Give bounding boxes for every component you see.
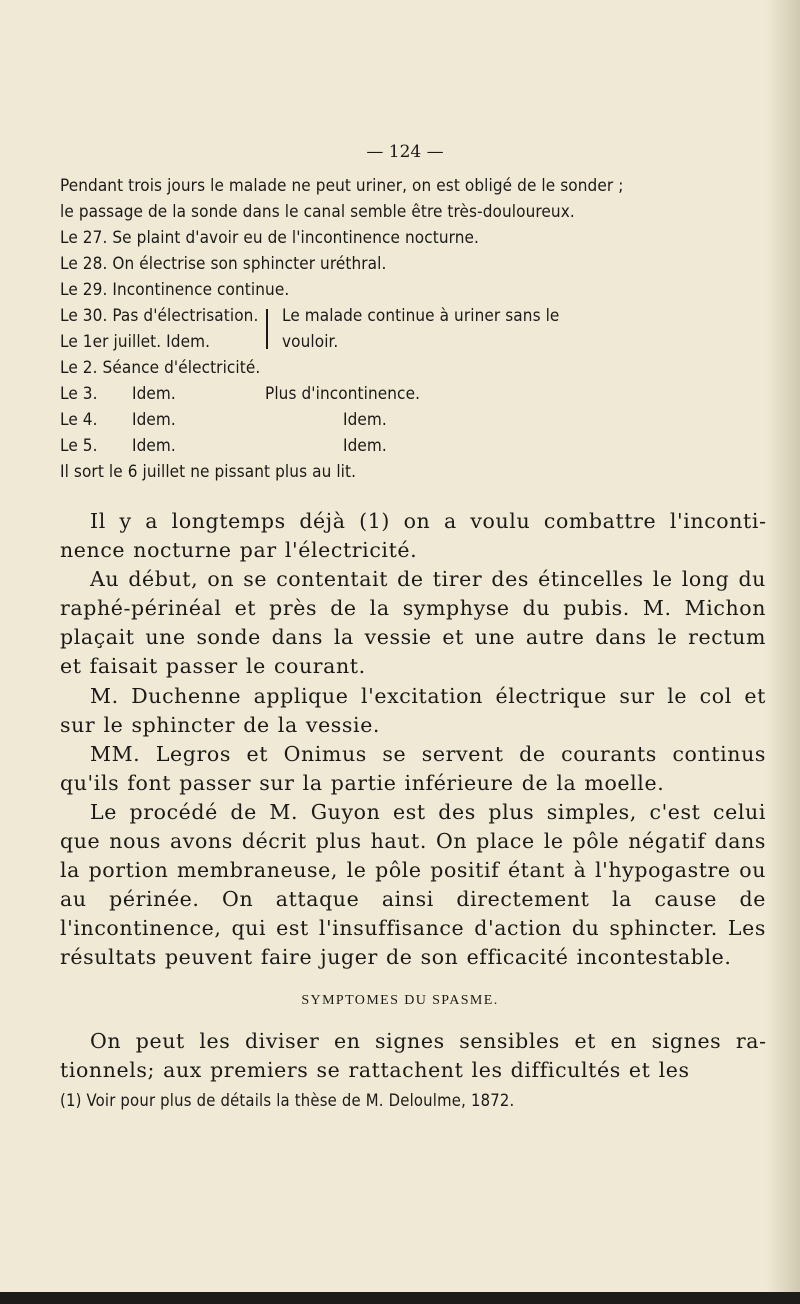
brace-left-line: Le 30. Pas d'électrisation. bbox=[60, 306, 259, 326]
closing-line: Il sort le 6 juillet ne pissant plus au lit. bbox=[60, 462, 357, 482]
scan-bottom-edge bbox=[0, 1292, 800, 1304]
section-text bbox=[60, 1027, 766, 1085]
row-col3: Plus d'incontinence. bbox=[265, 384, 421, 404]
paragraph: Au début, on se contentait de tirer des étincelles le long du raphé-périnéal et près de la symphyse du pubis. M. Michon plaçait une sonde dans la vessie et une autre dans le rectum et faisait passer le courant. bbox=[60, 567, 766, 679]
row-date: Le 5. bbox=[60, 436, 98, 456]
seance-line: Le 2. Séance d'électricité. bbox=[60, 358, 261, 378]
row-date: Le 4. bbox=[60, 410, 98, 430]
paragraph: Il y a longtemps déjà (1) on a voulu combattre l'incontinence nocturne par l'électricité. bbox=[60, 509, 766, 563]
clinical-line: le passage de la sonde dans le canal semble être très-douloureux. bbox=[60, 202, 575, 222]
grouping-brace bbox=[266, 309, 277, 349]
row-col2: Idem. bbox=[132, 436, 176, 456]
row-date: Le 3. bbox=[60, 384, 98, 404]
table-row bbox=[60, 436, 660, 456]
row-col2: Idem. bbox=[132, 384, 176, 404]
paragraph: M. Duchenne applique l'excitation électrique sur le col et sur le sphincter de la vessie. bbox=[60, 683, 766, 737]
paragraph: MM. Legros et Onimus se servent de courants continus qu'ils font passer sur la partie inférieure de la moelle. bbox=[60, 741, 766, 795]
clinical-line: Le 28. On électrise son sphincter uréthral. bbox=[60, 254, 387, 274]
brace-right-line: Le malade continue à uriner sans le bbox=[282, 306, 560, 326]
clinical-line: Pendant trois jours le malade ne peut uriner, on est obligé de le sonder ; bbox=[60, 176, 624, 196]
table-row bbox=[60, 384, 660, 404]
brace-right-line: vouloir. bbox=[282, 332, 339, 352]
clinical-line: Le 29. Incontinence continue. bbox=[60, 280, 290, 300]
main-text bbox=[60, 507, 766, 973]
paragraph: On peut les diviser en signes sensibles et en signes rationnels; aux premiers se rattachent les difficultés et les bbox=[60, 1029, 766, 1083]
paragraph: Le procédé de M. Guyon est des plus simples, c'est celui que nous avons décrit plus haut. On place le pôle négatif dans la portion membraneuse, le pôle positif étant à l'hypogastre ou au périnée. On attaque ainsi directement la cause de l'incontinence, qui est l'insuffisance d'action du sphincter. Les résultats peuvent faire juger de son efficacité incontestable. bbox=[60, 799, 766, 970]
row-col3: Idem. bbox=[343, 436, 387, 456]
row-col2: Idem. bbox=[132, 410, 176, 430]
footnote: (1) Voir pour plus de détails la thèse de M. Deloulme, 1872. bbox=[60, 1091, 515, 1110]
clinical-line: Le 27. Se plaint d'avoir eu de l'incontinence nocturne. bbox=[60, 228, 479, 248]
table-row bbox=[60, 410, 660, 430]
page-number: — 124 — bbox=[366, 142, 444, 162]
row-col3: Idem. bbox=[343, 410, 387, 430]
page-edge-shadow bbox=[766, 0, 800, 1304]
section-heading: SYMPTOMES DU SPASME. bbox=[301, 993, 499, 1008]
brace-left-line: Le 1er juillet. Idem. bbox=[60, 332, 211, 352]
